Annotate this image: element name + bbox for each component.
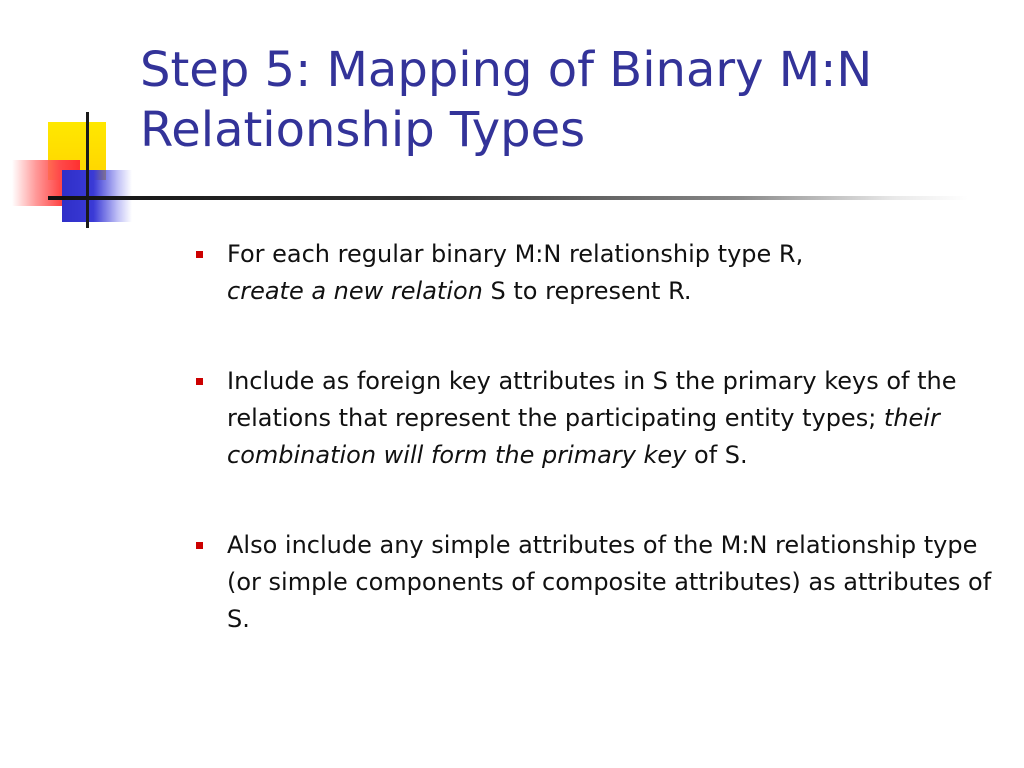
bullet-text: Also include any simple attributes of the M:N relationship type (or simple components of composite attributes) as attributes of S. bbox=[227, 531, 992, 633]
title-underline bbox=[48, 196, 968, 200]
bullet-emphasis: their combination will form the primary key bbox=[227, 404, 940, 469]
bullet-item bbox=[192, 527, 1002, 638]
bullet-text: Include as foreign key attributes in S the primary keys of the relations that represent the participating entity types; bbox=[227, 367, 957, 432]
slide-title-line-1: Step 5: Mapping of Binary M:N bbox=[140, 42, 873, 98]
bullet-square-icon bbox=[196, 251, 203, 258]
bullet-text: For each regular binary M:N relationship type R, bbox=[227, 240, 804, 268]
bullet-item bbox=[192, 236, 1002, 310]
bullet-square-icon bbox=[196, 378, 203, 385]
slide-title-line-2: Relationship Types bbox=[140, 102, 586, 158]
bullet-list bbox=[192, 236, 1002, 691]
slide-title bbox=[140, 40, 1010, 160]
decorative-vertical-line bbox=[86, 112, 89, 228]
bullet-square-icon bbox=[196, 542, 203, 549]
bullet-text: S to represent R. bbox=[482, 277, 692, 305]
bullet-text: of S. bbox=[686, 441, 748, 469]
bullet-emphasis: create a new relation bbox=[227, 277, 483, 305]
bullet-item bbox=[192, 363, 1002, 474]
